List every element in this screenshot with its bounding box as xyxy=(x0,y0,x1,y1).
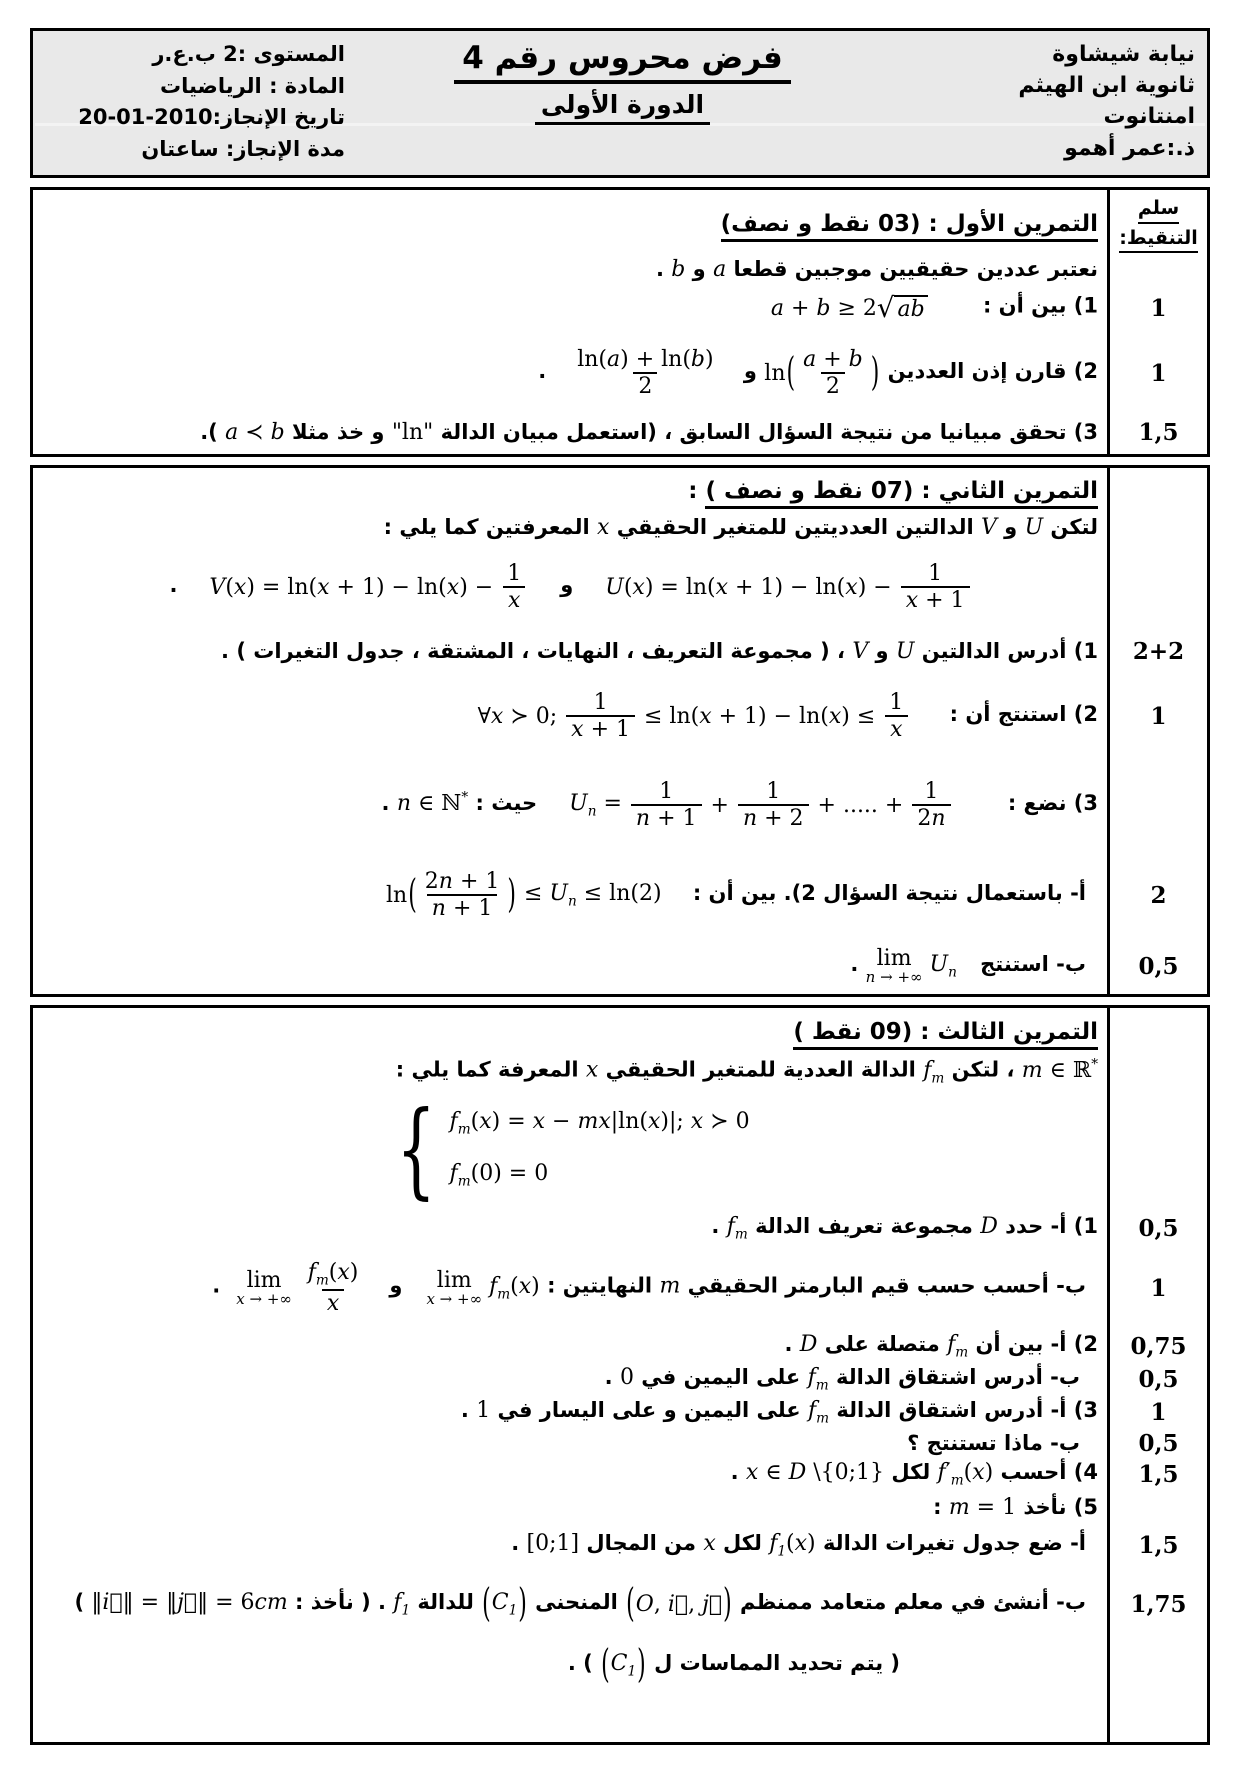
math-run: V xyxy=(980,514,997,540)
arabic-text: المعرفتين كما يلي : xyxy=(383,514,598,539)
row-content xyxy=(33,478,1110,504)
math-run: ≤ $U_n \le \ln(2)$ xyxy=(516,881,662,910)
math-group xyxy=(625,1581,733,1627)
mark-value: 1 xyxy=(1150,1274,1167,1302)
arabic-text: ، لتكن xyxy=(944,1057,1022,1082)
limit: lim x → +∞ xyxy=(236,1267,292,1308)
math-run: $U_n$ xyxy=(929,952,957,981)
duration-info: مدة الإنجاز: ساعتان xyxy=(141,136,345,161)
header-info-block xyxy=(45,39,345,169)
row-content xyxy=(33,420,1110,445)
row-content xyxy=(33,690,1110,743)
row-content xyxy=(33,639,1110,664)
arabic-text: 3) أ- أدرس اشتقاق الدالة xyxy=(829,1398,1098,1423)
exercise-row xyxy=(33,941,1207,991)
math-run: n ∈ ℕ* xyxy=(396,789,469,816)
row-content xyxy=(33,257,1110,282)
arabic-text: المعرفة كما يلي : xyxy=(395,1057,586,1082)
mark-cell xyxy=(1110,1209,1207,1247)
fraction: $\frac{1}{x}$ xyxy=(882,690,910,743)
row-content xyxy=(33,1642,1110,1688)
math-run: a xyxy=(713,256,727,282)
mark-cell xyxy=(1110,1523,1207,1567)
fraction: $\frac{1}{2n}$ xyxy=(910,779,952,832)
mark-cell xyxy=(1110,193,1207,255)
arabic-text: و xyxy=(996,514,1025,539)
arabic-text: النهايتين : xyxy=(539,1273,660,1298)
math-group xyxy=(209,561,528,614)
arabic-text: و xyxy=(685,256,714,281)
exercise-row xyxy=(33,1053,1207,1089)
math-group xyxy=(426,1269,539,1308)
mark-cell xyxy=(1110,1567,1207,1641)
math-group xyxy=(866,947,957,986)
mark-value: 2 xyxy=(1150,881,1167,909)
exercise-row xyxy=(33,1523,1207,1567)
arabic-text: 4) أحسب xyxy=(993,1460,1098,1485)
marks-column-divider xyxy=(1107,190,1110,454)
arabic-text: 2) أ- بين أن xyxy=(968,1332,1098,1357)
arabic-text: ( يتم تحديد المماسات ل xyxy=(646,1650,900,1675)
mark-cell xyxy=(1110,1011,1207,1053)
mark-cell xyxy=(1110,1641,1207,1689)
fraction: $\frac{1}{x}$ xyxy=(500,561,528,614)
arabic-text: 1) أدرس الدالتين xyxy=(914,638,1098,663)
arabic-text: لكل xyxy=(715,1531,770,1556)
exercise-row xyxy=(33,631,1207,671)
math-run: b xyxy=(671,256,686,282)
brace: { xyxy=(396,1088,437,1211)
mark-value: 2+2 xyxy=(1132,637,1185,665)
school-delegation: نيابة شيشاوة xyxy=(1052,42,1195,67)
math-run: 0 xyxy=(619,1365,634,1391)
row-content xyxy=(33,1431,1110,1455)
mark-cell xyxy=(1110,413,1207,451)
school-name: ثانوية ابن الهيثم xyxy=(1018,73,1195,99)
math-group xyxy=(764,347,880,400)
arabic-text: حيث : xyxy=(468,790,538,815)
big-paren: ( xyxy=(601,1642,610,1688)
mark-value: 1 xyxy=(1150,359,1167,387)
arabic-text: . xyxy=(169,572,178,597)
fraction: $\frac{1}{x + 1}$ xyxy=(899,561,972,614)
mark-value: 0,5 xyxy=(1138,1214,1179,1242)
arabic-text: متصلة على xyxy=(817,1332,948,1357)
exercise-row xyxy=(33,761,1207,849)
math-run: $f_m$ xyxy=(726,1214,748,1243)
row-content xyxy=(33,1214,1110,1242)
math-run: U(x) = ln(x + 1) − ln(x) − xyxy=(605,574,899,600)
row-content xyxy=(33,1581,1110,1627)
arabic-text: ب- ماذا تستنتج ؟ xyxy=(907,1431,1080,1456)
mark-cell xyxy=(1110,941,1207,991)
math-run: $f_m$ xyxy=(947,1332,969,1361)
exercise-row xyxy=(33,1363,1207,1395)
math-run: $C_1$ xyxy=(610,1651,637,1680)
header-school-block xyxy=(900,39,1195,169)
exercise-title: التمرين الثاني : (07 نقط و نصف ) xyxy=(705,478,1098,509)
fraction: $\frac{f_m(x)}{x}$ xyxy=(307,1260,359,1317)
mark-value: 1,5 xyxy=(1138,1460,1179,1488)
mark-cell xyxy=(1110,849,1207,941)
exercise-title-suffix: : xyxy=(688,478,706,505)
math-run: $f_m$ xyxy=(923,1057,945,1087)
arabic-text: . xyxy=(711,1214,727,1239)
arabic-text: لكل xyxy=(884,1460,938,1485)
section-3 xyxy=(30,1005,1210,1745)
mark-value: 1,75 xyxy=(1130,1590,1187,1618)
arabic-text: . xyxy=(730,1460,746,1485)
row-content xyxy=(33,869,1110,922)
math-group xyxy=(605,561,971,614)
mark-cell xyxy=(1110,671,1207,761)
row-content xyxy=(33,947,1110,986)
exercise-row xyxy=(33,1567,1207,1641)
marks-scale-header: التنقيط: xyxy=(1119,226,1198,254)
row-content xyxy=(33,347,1110,400)
arabic-text: 1) بين أن : xyxy=(975,293,1098,318)
big-paren: ( xyxy=(786,350,796,396)
math-run: ‖i⃗‖ = ‖j⃗‖ = 6cm xyxy=(91,1589,288,1615)
mark-value: 1 xyxy=(1150,294,1167,322)
mark-cell xyxy=(1110,1457,1207,1491)
arabic-text: 2) استنتج أن : xyxy=(942,701,1098,726)
arabic-text: الدالتين العدديتين للمتغير الحقيقي xyxy=(609,514,981,539)
big-paren: ) xyxy=(723,1581,732,1627)
exam-title: فرض محروس رقم 4 xyxy=(454,41,791,84)
mark-cell xyxy=(1110,471,1207,511)
exercise-row xyxy=(33,333,1207,413)
exercise-title: التمرين الثالث : (09 نقط ) xyxy=(793,1019,1098,1050)
mark-value: 0,5 xyxy=(1138,1429,1179,1457)
arabic-text: على اليمين و على اليسار في xyxy=(490,1398,808,1423)
arabic-text: . xyxy=(655,256,672,281)
math-group xyxy=(481,1581,528,1627)
subject-info: المادة : الرياضيات xyxy=(159,73,345,98)
arabic-text: و خذ مثلا xyxy=(284,419,392,444)
mark-value: 1 xyxy=(1150,1398,1167,1426)
row-content xyxy=(33,1056,1110,1086)
mark-cell xyxy=(1110,1053,1207,1089)
fraction: $\frac{1}{n + 2}$ xyxy=(736,779,811,832)
math-run: ln xyxy=(385,882,408,908)
math-run: U xyxy=(895,638,915,664)
piecewise-definition: { $f_m(x) = x - mx|\ln(x)|$; x ≻ 0 $f_m(0) = 0$ xyxy=(396,1088,750,1211)
exercise-row xyxy=(33,1329,1207,1363)
exercise-row xyxy=(33,413,1207,451)
big-paren: ) xyxy=(518,1581,527,1627)
row-content xyxy=(33,1460,1110,1488)
exercise-row xyxy=(33,283,1207,333)
arabic-text: ب- أدرس اشتقاق الدالة xyxy=(828,1365,1080,1390)
arabic-text: نعتبر عددين حقيقيين موجبين قطعا xyxy=(726,256,1098,281)
exercise-row xyxy=(33,1247,1207,1329)
mark-cell xyxy=(1110,333,1207,413)
mark-cell xyxy=(1110,1491,1207,1523)
exercise-title: التمرين الأول : (03 نقط و نصف) xyxy=(721,211,1098,242)
row-content xyxy=(33,211,1110,237)
row-content xyxy=(33,1531,1110,1559)
exam-page xyxy=(0,28,1240,1782)
arabic-text: . xyxy=(784,1332,800,1357)
exercise-row xyxy=(33,1491,1207,1523)
math-run: "ln" xyxy=(391,419,434,445)
math-run: $f_1$ xyxy=(393,1589,411,1619)
row-content xyxy=(33,1332,1110,1360)
math-run: + ..... + xyxy=(810,792,911,818)
limit: lim x → +∞ xyxy=(426,1267,483,1308)
math-run: $f_m$ xyxy=(807,1365,829,1394)
math-run: $f'_m(x)$ xyxy=(937,1460,994,1489)
exercise-row xyxy=(33,1011,1207,1053)
math-run: $f_1(x)$ xyxy=(769,1531,816,1560)
exercise-row xyxy=(33,1641,1207,1689)
big-paren: ( xyxy=(408,872,417,918)
mark-cell xyxy=(1110,1329,1207,1363)
math-run: 1 xyxy=(476,1398,491,1424)
arabic-text: ) . xyxy=(567,1650,601,1675)
row-content xyxy=(33,515,1110,540)
math-run: x xyxy=(585,1057,599,1083)
arabic-text: ب- استنتج xyxy=(972,951,1086,976)
mark-cell xyxy=(1110,511,1207,543)
mark-value: 1 xyxy=(1150,702,1167,730)
arabic-text: : xyxy=(933,1494,949,1519)
date-info: تاريخ الإنجاز:2010-01-20 xyxy=(78,105,345,129)
arabic-text: ) xyxy=(74,1589,92,1614)
mark-value: 0,5 xyxy=(1138,1365,1179,1393)
math-run: [0;1] xyxy=(526,1531,580,1557)
marks-column-divider xyxy=(1107,468,1110,994)
mark-value: 1,5 xyxy=(1138,418,1179,446)
exercise-row xyxy=(33,1089,1207,1209)
math-run: x xyxy=(597,514,610,540)
arabic-text: على اليمين في xyxy=(633,1365,808,1390)
row-content xyxy=(33,1398,1110,1426)
exercise-row xyxy=(33,849,1207,941)
big-paren: ) xyxy=(637,1642,646,1688)
arabic-text: و xyxy=(868,638,896,663)
math-group xyxy=(570,347,720,400)
math-run: ∀x ≻ 0; xyxy=(477,703,565,729)
mark-cell xyxy=(1110,631,1207,671)
math-group xyxy=(391,1088,750,1211)
math-run: ≤ ln(x + 1) − ln(x) ≤ xyxy=(637,703,883,729)
header-title-block xyxy=(345,39,900,169)
row-content xyxy=(33,561,1110,614)
marks-column-divider xyxy=(1107,1008,1110,1742)
mark-value: 0,75 xyxy=(1130,1332,1187,1360)
arabic-text: 1) أ- حدد xyxy=(997,1214,1098,1239)
math-group xyxy=(771,292,928,324)
math-run: ln xyxy=(764,360,786,386)
exam-header xyxy=(30,28,1210,178)
mark-cell xyxy=(1110,543,1207,631)
arabic-text: المنحنى xyxy=(527,1589,626,1614)
arabic-text: 3) نضع : xyxy=(1000,790,1098,815)
level-info: المستوى :2 ب.ع.ر xyxy=(152,42,345,66)
math-run: x xyxy=(703,1531,716,1557)
mark-cell xyxy=(1110,1247,1207,1329)
row-content xyxy=(33,1088,1110,1211)
arabic-text: 5) نأخذ xyxy=(1016,1494,1098,1519)
math-run: V(x) = ln(x + 1) − ln(x) − xyxy=(209,574,501,600)
mark-value: 0,5 xyxy=(1138,952,1179,980)
math-run: a + b ≥ 2 xyxy=(770,295,877,321)
exercise-row xyxy=(33,543,1207,631)
arabic-text: . xyxy=(511,1531,527,1556)
arabic-text: للدالة xyxy=(410,1589,482,1614)
exercise-row xyxy=(33,511,1207,543)
row-content xyxy=(33,292,1110,324)
arabic-text: و xyxy=(389,1273,403,1298)
mark-value: 1,5 xyxy=(1138,1531,1179,1559)
exercise-row xyxy=(33,255,1207,283)
row-content xyxy=(33,779,1110,832)
fraction: $\frac{1}{n + 1}$ xyxy=(629,779,704,832)
math-group xyxy=(569,779,952,832)
arabic-text: مجموعة تعريف الدالة xyxy=(747,1214,981,1239)
arabic-text: ب- أحسب حسب قيم البارمتر الحقيقي xyxy=(680,1273,1086,1298)
big-paren: ) xyxy=(507,872,516,918)
math-run: $U_n$ = xyxy=(569,791,629,820)
math-run: x ∈ D \{0;1} xyxy=(745,1460,885,1486)
math-run: m xyxy=(659,1273,681,1299)
teacher-name: ذ.:عمر أهمو xyxy=(1064,135,1195,161)
exercise-row xyxy=(33,671,1207,761)
big-paren: ( xyxy=(482,1581,491,1627)
exercise-row xyxy=(33,471,1207,511)
exam-subtitle: الدورة الأولى xyxy=(535,90,710,125)
arabic-text: 3) تحقق مبيانيا من نتيجة السؤال السابق ، (استعمل مبيان الدالة xyxy=(433,419,1098,444)
arabic-text: ). xyxy=(200,419,226,444)
math-run: V xyxy=(852,638,869,664)
math-group xyxy=(386,869,662,922)
big-paren: ( xyxy=(626,1581,635,1627)
arabic-text: ب- أنشئ في معلم متعامد ممنظم xyxy=(732,1589,1086,1614)
math-run: m ∈ ℝ* xyxy=(1021,1056,1098,1083)
row-content xyxy=(33,1019,1110,1045)
row-content xyxy=(33,1495,1110,1520)
arabic-text: من المجال xyxy=(579,1531,704,1556)
arabic-text: . xyxy=(212,1273,221,1298)
math-run: D xyxy=(799,1332,818,1358)
mark-cell xyxy=(1110,1089,1207,1209)
math-run: $C_1$ xyxy=(491,1590,518,1619)
arabic-text: . xyxy=(604,1365,620,1390)
limit: lim n → +∞ xyxy=(865,945,923,986)
arabic-text: . xyxy=(850,951,866,976)
arabic-text: 2) قارن إذن العددين xyxy=(880,358,1098,383)
math-run: $f_m$ xyxy=(807,1398,830,1427)
arabic-text: الدالة العددية للمتغير الحقيقي xyxy=(598,1057,924,1082)
arabic-text: و xyxy=(736,358,765,383)
exercise-row xyxy=(33,1429,1207,1457)
math-run: + xyxy=(703,792,736,818)
fraction: $\frac{a + b}{2}$ xyxy=(803,346,863,400)
mark-cell xyxy=(1110,761,1207,849)
arabic-text: أ- ضع جدول تغيرات الدالة xyxy=(815,1531,1086,1556)
row-content xyxy=(33,1365,1110,1393)
math-run: $f_m(x)$ xyxy=(489,1274,540,1303)
exercise-row xyxy=(33,193,1207,255)
arabic-text: و xyxy=(560,572,574,597)
math-run: a ≺ b xyxy=(225,419,285,445)
arabic-text: ، ( مجموعة التعريف ، النهايات ، المشتقة ، جدول التغيرات ) . xyxy=(221,638,853,663)
row-content xyxy=(33,1260,1110,1316)
big-paren: ) xyxy=(870,350,880,396)
mark-cell xyxy=(1110,1363,1207,1395)
mark-cell xyxy=(1110,283,1207,333)
arabic-text: . xyxy=(381,790,397,815)
section-1 xyxy=(30,187,1210,457)
mark-cell xyxy=(1110,1429,1207,1457)
arabic-text: . ( نأخذ : xyxy=(287,1589,394,1614)
fraction: $\frac{2n + 1}{n + 1}$ xyxy=(424,868,500,922)
math-run: m = 1 xyxy=(948,1494,1017,1520)
math-run: U xyxy=(1024,514,1044,540)
arabic-text: لتكن xyxy=(1043,514,1098,539)
math-group xyxy=(600,1642,647,1688)
marks-scale-header: سلم xyxy=(1138,196,1179,224)
mark-cell xyxy=(1110,255,1207,283)
mark-cell xyxy=(1110,1395,1207,1429)
fraction: $\frac{\ln(a) + \ln(b)}{2}$ xyxy=(577,346,714,400)
exercise-row xyxy=(33,1395,1207,1429)
section-2 xyxy=(30,465,1210,997)
arabic-text: . xyxy=(460,1398,477,1423)
exercise-row xyxy=(33,1209,1207,1247)
math-run: O, i⃗, j⃗ xyxy=(635,1591,723,1617)
math-group xyxy=(236,1260,365,1316)
math-group xyxy=(478,690,911,743)
school-city: امنتانوت xyxy=(1103,104,1195,130)
fraction: $\frac{1}{x + 1}$ xyxy=(564,690,637,743)
arabic-text: أ- باستعمال نتيجة السؤال 2). بين أن : xyxy=(685,880,1086,905)
arabic-text: . xyxy=(538,358,547,383)
math-run: D xyxy=(980,1214,998,1240)
exercise-row xyxy=(33,1457,1207,1491)
square-root: √ ab xyxy=(877,292,928,324)
